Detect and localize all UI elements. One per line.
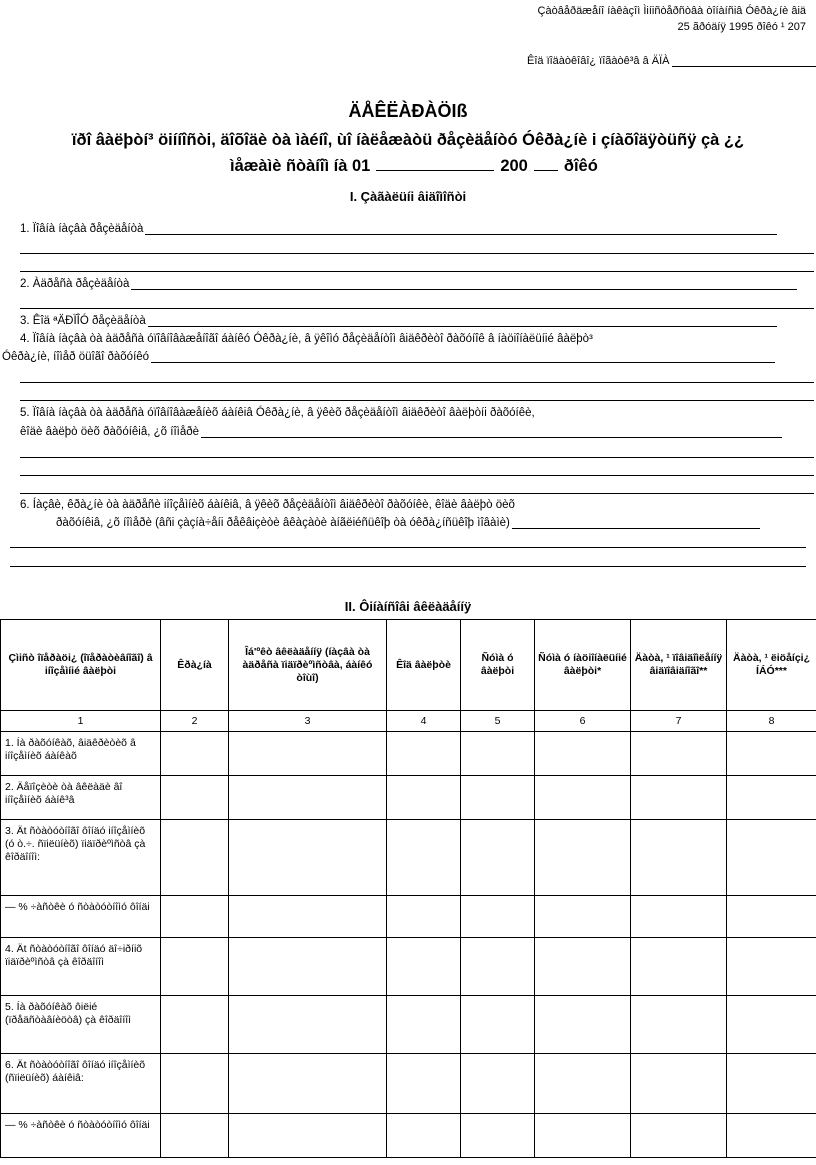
column-header: Ñóìà ó íàöiîíàëüíié âàëþòi* [535, 620, 631, 711]
table-cell[interactable] [727, 938, 816, 996]
field-bank-account [2, 351, 775, 363]
tax-code-field [527, 55, 816, 67]
field-currency-banks-label: 5. Ïîâíà íàçâà òà àäðåñà óïîâíîâàæåíèõ áàíêiâ Óêðà¿íè, â ÿêèõ ðåçèäåíòîì âiäêðèòî âàëþòíi ðàõóíêè, [20, 407, 535, 419]
table-cell[interactable] [535, 1054, 631, 1114]
table-cell[interactable] [387, 896, 461, 938]
table-cell[interactable] [161, 820, 229, 896]
table-cell[interactable] [535, 732, 631, 776]
table-cell[interactable] [387, 996, 461, 1054]
column-number: 3 [229, 711, 387, 732]
table-cell[interactable] [631, 1054, 727, 1114]
field-edrpou-input[interactable] [148, 315, 777, 327]
table-cell[interactable] [727, 776, 816, 820]
date-day-month-blank[interactable] [376, 155, 494, 171]
field-currency-accounts-input[interactable] [201, 426, 782, 438]
date-line-century: 200 [500, 157, 528, 175]
field-address-input[interactable] [131, 278, 797, 290]
table-cell[interactable] [727, 732, 816, 776]
table-cell[interactable] [535, 1114, 631, 1158]
column-header: Ñóìà ó âàëþòi [461, 620, 535, 711]
table-cell[interactable] [535, 776, 631, 820]
blank-line[interactable] [10, 547, 806, 548]
field-address [20, 278, 797, 290]
date-line [230, 155, 598, 176]
date-line-prefix: ìåæàìè ñòàíîì íà 01 [230, 157, 371, 175]
table-cell[interactable] [631, 1114, 727, 1158]
table-cell[interactable] [387, 732, 461, 776]
table-cell[interactable] [727, 996, 816, 1054]
column-number: 2 [161, 711, 229, 732]
table-cell[interactable] [461, 820, 535, 896]
table-cell[interactable] [161, 1114, 229, 1158]
table-row [1, 1114, 816, 1158]
blank-line[interactable] [20, 308, 814, 309]
blank-line[interactable] [20, 475, 814, 476]
row-label: 4. Ät ñòàòóòíîãî ôîíäó äî÷iðíiõ ïiäïðèºìñòâ çà êîðäîíîì [1, 938, 161, 996]
table-row [1, 996, 816, 1054]
field-edrpou [20, 315, 777, 327]
investments-table [0, 619, 816, 1158]
table-cell[interactable] [727, 896, 816, 938]
header-date-line: 25 ãðóäíÿ 1995 ðîêó ¹ 207 [677, 21, 806, 33]
table-cell[interactable] [387, 1114, 461, 1158]
blank-line[interactable] [20, 382, 814, 383]
field-currency-accounts-label: êîäè âàëþò öèõ ðàõóíêiâ, ¿õ íîìåðè [20, 426, 200, 438]
blank-line[interactable] [20, 493, 814, 494]
table-row [1, 938, 816, 996]
table-cell[interactable] [387, 1054, 461, 1114]
page-title: ÄÅÊËÀÐÀÖIß [348, 101, 468, 121]
field-currency-accounts [20, 426, 782, 438]
table-cell[interactable] [727, 820, 816, 896]
table-cell[interactable] [631, 996, 727, 1054]
column-number: 1 [1, 711, 161, 732]
table-cell[interactable] [161, 938, 229, 996]
table-cell[interactable] [461, 1054, 535, 1114]
table-cell[interactable] [535, 996, 631, 1054]
field-bank-account-input[interactable] [151, 351, 775, 363]
field-foreign-banks-label-2: ðàõóíêiâ, ¿õ íîìåðè (âñi çàçíà÷åíi ðåêâiçèòè âêàçàòè àíãëiéñüêîþ òà óêðà¿íñüêîþ ìîâàìè) [56, 517, 510, 529]
table-row [1, 1054, 816, 1114]
field-foreign-banks-label: 6. Íàçâè, êðà¿íè òà àäðåñè iíîçåìíèõ áàíêiâ, â ÿêèõ ðåçèäåíòîì âiäêðèòî ðàõóíêè, êîäè âàëþò öèõ [20, 499, 515, 511]
table-cell[interactable] [631, 820, 727, 896]
column-number: 7 [631, 711, 727, 732]
table-row [1, 820, 816, 896]
table-cell[interactable] [461, 996, 535, 1054]
table-cell[interactable] [229, 896, 387, 938]
field-foreign-banks [56, 517, 760, 529]
field-foreign-banks-input[interactable] [512, 517, 760, 529]
field-full-name [20, 223, 777, 235]
page-subtitle: ïðî âàëþòí³ öiííîñòi, äîõîäè òà ìàéíî, ùî íàëåæàòü ðåçèäåíòó Óêðà¿íè i çíàõîäÿòüñÿ çà ¿¿ [71, 131, 745, 149]
section-1-title: I. Çàãàëüíi âiäîìîñòi [349, 189, 467, 204]
table-row [1, 776, 816, 820]
table-cell[interactable] [631, 732, 727, 776]
blank-line[interactable] [20, 400, 814, 401]
table-cell[interactable] [229, 1054, 387, 1114]
field-bank-account-label: Óêðà¿íè, íîìåð öüîãî ðàõóíêó [2, 351, 150, 363]
column-number: 4 [387, 711, 461, 732]
table-cell[interactable] [161, 1054, 229, 1114]
row-label: — % ÷àñòêè ó ñòàòóòíîìó ôîíäi [1, 896, 161, 938]
table-row [1, 732, 816, 776]
column-header: Êðà¿íà [161, 620, 229, 711]
tax-code-blank[interactable] [672, 56, 816, 67]
blank-line[interactable] [20, 253, 814, 254]
column-numbers-row [1, 711, 816, 732]
blank-line[interactable] [20, 271, 814, 272]
field-bank-label: 4. Ïîâíà íàçâà òà àäðåñà óïîâíîâàæåíîãî áàíêó Óêðà¿íè, â ÿêîìó ðåçèäåíòîì âiäêðèòî ðàõóíîê â íàöiîíàëüíié âàëþò³ [20, 333, 593, 345]
table-cell[interactable] [229, 732, 387, 776]
header-approval-line: Çàòâåðäæåíî íàêàçîì Ìiíiñòåðñòâà òîíàíñiâ Óêðà¿íè âiä [537, 5, 806, 17]
date-year-blank[interactable] [534, 155, 558, 171]
column-header: Äàòà, ¹ ïîâiäîìëåííÿ âiäïîâiäíîãî** [631, 620, 727, 711]
column-header: Äàòà, ¹ ëiöåíçi¿ ÍÁÓ*** [727, 620, 816, 711]
table-cell[interactable] [229, 996, 387, 1054]
field-full-name-label: 1. Ïîâíà íàçâà ðåçèäåíòà [20, 223, 144, 235]
table-cell[interactable] [535, 938, 631, 996]
table-cell[interactable] [387, 776, 461, 820]
field-address-label: 2. Àäðåñà ðåçèäåíòà [20, 278, 130, 290]
row-label: — % ÷àñòêè ó ñòàòóòíîìó ôîíäi [1, 1114, 161, 1158]
table-cell[interactable] [631, 938, 727, 996]
table-cell[interactable] [461, 776, 535, 820]
table-header-row [1, 620, 816, 711]
table-cell[interactable] [161, 732, 229, 776]
row-label: 2. Äåïîçèòè òà âêëàäè âî iíîçåìíèõ áàíê³â [1, 776, 161, 820]
field-edrpou-label: 3. Êîä ªÄÐÏÎÓ ðåçèäåíòà [20, 315, 146, 327]
row-label: 3. Ät ñòàòóòíîãî ôîíäó iíîçåìíèõ (ó ò.÷. ñïiëüíèõ) ïiäïðèºìñòâ çà êîðäîíîì: [1, 820, 161, 896]
table-cell[interactable] [229, 1114, 387, 1158]
table-cell[interactable] [631, 896, 727, 938]
row-label: 5. Íà ðàõóíêàõ ôiëié (ïðåäñòàâíèöòâ) çà êîðäîíîì [1, 996, 161, 1054]
tax-code-label: Êîä ïîäàòêîâî¿ ïîãàòê³â â ÄÏÀ [527, 55, 670, 67]
row-label: 1. Íà ðàõóíêàõ, âiäêðèòèõ â iíîçåìíèõ áàíêàõ [1, 732, 161, 776]
column-header: Îá'ºêò âêëàäåííÿ (íàçâà òà àäðåñà ïiäïðèºìñòâà, áàíêó òîùî) [229, 620, 387, 711]
date-line-suffix: ðîêó [563, 157, 598, 175]
table-cell[interactable] [229, 820, 387, 896]
table-cell[interactable] [631, 776, 727, 820]
column-header: Çìiñò îïåðàöi¿ (îïåðàòèâíîãî) â iíîçåìíié âàëþòi [1, 620, 161, 711]
column-header: Êîä âàëþòè [387, 620, 461, 711]
blank-line[interactable] [10, 566, 806, 567]
row-label: 6. Ät ñòàòóòíîãî ôîíäó iíîçåìíèõ (ñïiëüíèõ) áàíêiâ: [1, 1054, 161, 1114]
table-cell[interactable] [161, 996, 229, 1054]
table-cell[interactable] [161, 776, 229, 820]
column-number: 5 [461, 711, 535, 732]
table-cell[interactable] [461, 732, 535, 776]
table-cell[interactable] [535, 896, 631, 938]
table-cell[interactable] [461, 938, 535, 996]
table-cell[interactable] [229, 776, 387, 820]
table-row [1, 896, 816, 938]
table-cell[interactable] [461, 1114, 535, 1158]
table-cell[interactable] [461, 896, 535, 938]
table-cell[interactable] [161, 896, 229, 938]
field-full-name-input[interactable] [145, 223, 777, 235]
column-number: 8 [727, 711, 816, 732]
table-cell[interactable] [727, 1114, 816, 1158]
column-number: 6 [535, 711, 631, 732]
table-cell[interactable] [535, 820, 631, 896]
table-cell[interactable] [387, 820, 461, 896]
section-2-title: II. Ôiíàíñîâi âêëàäåííÿ [344, 599, 472, 614]
blank-line[interactable] [20, 457, 814, 458]
table-cell[interactable] [727, 1054, 816, 1114]
table-cell[interactable] [387, 938, 461, 996]
table-cell[interactable] [229, 938, 387, 996]
